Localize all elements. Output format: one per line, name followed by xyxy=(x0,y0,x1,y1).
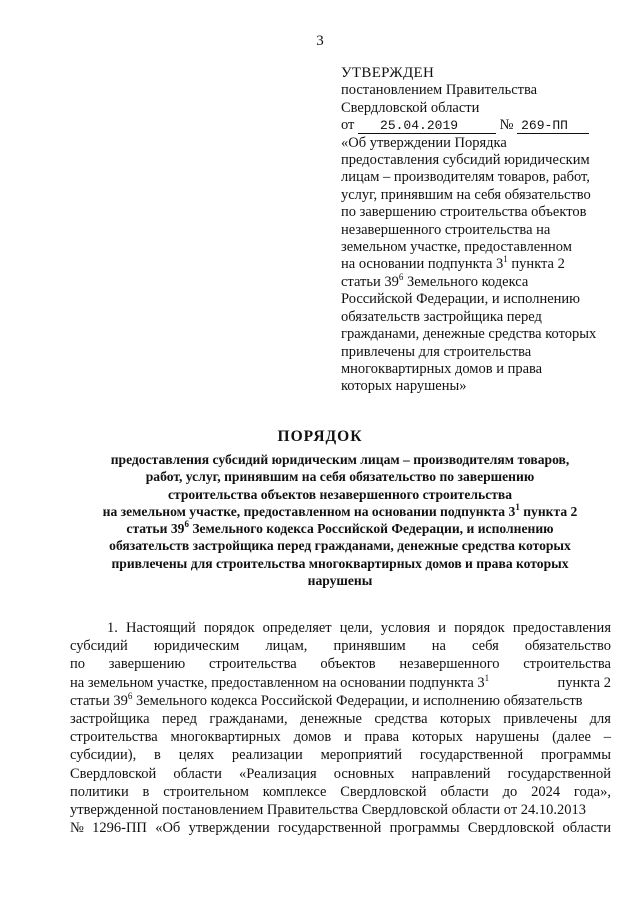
approval-ref-line: обязательств застройщика перед xyxy=(341,308,542,325)
word: многоквартирных xyxy=(170,729,281,746)
document-title: ПОРЯДОК xyxy=(277,428,363,445)
word: себя xyxy=(472,638,499,655)
word: перед xyxy=(161,711,198,728)
paragraph-line xyxy=(70,746,611,764)
ref-text: Земельного кодекса xyxy=(403,273,529,290)
word: строительства xyxy=(523,656,611,673)
word: программы xyxy=(389,820,460,837)
word: строительном xyxy=(163,783,249,800)
word: политики xyxy=(70,783,129,800)
approval-ref-line: лицам – производителям товаров, работ, xyxy=(341,169,590,186)
superscript: 1 xyxy=(503,254,508,265)
page-number: 3 xyxy=(316,33,324,49)
subtitle-text: на земельном участке, предоставленном на основании подпункта 3 xyxy=(102,503,516,519)
word: и xyxy=(344,729,352,746)
word: до xyxy=(502,783,518,800)
word: порядок xyxy=(203,620,255,636)
paragraph-line xyxy=(70,819,611,837)
paragraph-line xyxy=(70,655,611,673)
subtitle-line: нарушены xyxy=(307,573,373,589)
ref-text: пункта 2 xyxy=(507,256,565,273)
approval-date-line xyxy=(341,117,626,134)
word: 1296-ПП xyxy=(92,820,147,837)
word: Свердловской xyxy=(467,820,555,837)
word: направлений xyxy=(411,765,491,782)
paragraph-text: на земельном участке, предоставленном на основании подпункта 3 xyxy=(70,674,485,691)
approval-ref-line: «Об утверждении Порядка xyxy=(341,134,507,151)
approval-ref-line: услуг, принявшим на себя обязательство xyxy=(341,186,591,203)
paragraph-text: Земельного кодекса Российской Федерации, и исполнению обязательств xyxy=(132,692,583,709)
word: «Реализация xyxy=(238,765,317,782)
word: области xyxy=(440,783,489,800)
approval-line: Свердловской области xyxy=(341,99,480,116)
superscript: 6 xyxy=(127,690,133,701)
approval-block xyxy=(341,65,626,396)
word: нарушены xyxy=(475,729,540,746)
word: государственной xyxy=(507,765,611,782)
word: области xyxy=(173,765,222,782)
word: строительства xyxy=(70,729,158,746)
word: Настоящий xyxy=(125,620,196,636)
paragraph-text: пункта 2 xyxy=(557,674,611,691)
word: денежные xyxy=(300,711,362,728)
word: основных xyxy=(333,765,395,782)
word: средства xyxy=(374,711,428,728)
word: застройщика xyxy=(70,711,150,728)
number-prefix: № xyxy=(499,117,514,134)
subtitle-line: привлечены для строительства многоквартирных домов и права которых xyxy=(111,555,569,571)
paragraph-line: утвержденной постановлением Правительства Свердловской области от 24.10.2013 xyxy=(70,802,587,819)
word: государственной xyxy=(278,820,382,837)
word: комплексе xyxy=(262,783,327,800)
paragraph-line xyxy=(70,692,611,710)
paragraph-line xyxy=(70,637,611,655)
word: домов xyxy=(293,729,332,746)
word: 2024 xyxy=(531,783,561,800)
word: утверждении xyxy=(188,820,270,837)
word: строительства xyxy=(208,656,297,673)
superscript: 6 xyxy=(184,519,189,530)
word: привлечены xyxy=(503,711,578,728)
subtitle-line: обязательств застройщика перед гражданами, денежные средства которых xyxy=(109,538,571,554)
word: на xyxy=(431,638,446,655)
superscript: 6 xyxy=(398,271,404,282)
word: принявшим xyxy=(333,638,406,655)
word: для xyxy=(589,711,611,728)
approval-date: 25.04.2019 xyxy=(358,119,496,134)
word: предоставления xyxy=(512,620,611,636)
approval-ref-line: по завершению строительства объектов xyxy=(341,204,587,221)
paragraph-line xyxy=(70,783,611,801)
approval-ref-line: предоставления субсидий юридическим xyxy=(341,152,590,169)
approval-ref-line: земельном участке, предоставленном xyxy=(341,239,572,256)
approval-ref-line: которых нарушены» xyxy=(341,378,467,395)
date-prefix: от xyxy=(341,117,355,134)
word: Свердловской xyxy=(340,783,427,800)
paragraph-1 xyxy=(70,619,611,837)
subtitle-line: работ, услуг, принявшим на себя обязательство по завершению xyxy=(145,469,535,485)
approval-ref-line xyxy=(341,256,626,273)
word: в xyxy=(142,783,150,800)
approval-line: постановлением Правительства xyxy=(341,82,538,99)
word: № xyxy=(70,820,84,837)
word: реализации xyxy=(231,747,303,764)
word: государственной xyxy=(419,747,524,764)
subtitle-line: предоставления субсидий юридическим лицам – производителям товаров, xyxy=(110,452,570,467)
subtitle-text: пункта 2 xyxy=(519,503,578,519)
word: условия xyxy=(380,620,431,636)
paragraph-line xyxy=(70,728,611,746)
subtitle-line xyxy=(60,520,620,537)
word: гражданами, xyxy=(209,711,288,728)
word: субсидии), xyxy=(70,747,137,764)
paragraph-text: статьи 39 xyxy=(70,692,128,709)
subtitle-line: строительства объектов незавершенного строительства xyxy=(167,486,513,502)
approval-ref-line: привлечены для строительства xyxy=(341,343,532,360)
word: программы xyxy=(540,747,611,764)
approval-number: 269-ПП xyxy=(517,119,589,134)
word: и xyxy=(438,620,447,636)
superscript: 1 xyxy=(484,672,490,683)
approval-ref-line xyxy=(341,271,626,291)
word: порядок xyxy=(454,620,505,636)
word: 1. xyxy=(107,620,118,636)
word: незавершенного xyxy=(399,656,500,673)
subtitle-text: статьи 39 xyxy=(126,521,185,537)
ref-text: статьи 39 xyxy=(341,273,399,290)
word: юридическим xyxy=(153,638,240,655)
word: года», xyxy=(573,783,611,800)
word: лицам, xyxy=(265,638,308,655)
word: области xyxy=(562,820,611,837)
approval-ref-line: незавершенного строительства на xyxy=(341,221,551,238)
word: целях xyxy=(178,747,215,764)
word: – xyxy=(603,729,611,746)
ref-text: на основании подпункта 3 xyxy=(341,256,504,273)
paragraph-line xyxy=(70,765,611,783)
subtitle-line xyxy=(60,503,620,520)
word: (далее xyxy=(552,729,591,746)
word: мероприятий xyxy=(320,747,402,764)
word: обязательство xyxy=(524,638,611,655)
word: Свердловской xyxy=(70,765,157,782)
approval-ref-line: Российской Федерации, и исполнению xyxy=(341,291,580,308)
word: по xyxy=(70,656,86,673)
document-subtitle xyxy=(60,451,620,589)
word: которых xyxy=(439,711,491,728)
word: определяет xyxy=(262,620,332,636)
word: субсидий xyxy=(70,638,128,655)
word: цели, xyxy=(339,620,373,636)
paragraph-line xyxy=(70,674,611,692)
word: в xyxy=(154,747,161,764)
word: «Об xyxy=(155,820,181,837)
subtitle-text: Земельного кодекса Российской Федерации, и исполнению xyxy=(188,521,554,537)
approval-ref-line: гражданами, денежные средства которых xyxy=(341,326,597,343)
approval-heading: УТВЕРЖДЕН xyxy=(341,65,435,81)
word: права xyxy=(364,729,400,746)
superscript: 1 xyxy=(515,501,520,512)
paragraph-line xyxy=(70,619,611,637)
paragraph-line xyxy=(70,710,611,728)
word: которых xyxy=(411,729,463,746)
word: объектов xyxy=(320,656,376,673)
approval-ref-line: многоквартирных домов и права xyxy=(341,360,543,377)
word: завершению xyxy=(108,656,186,673)
